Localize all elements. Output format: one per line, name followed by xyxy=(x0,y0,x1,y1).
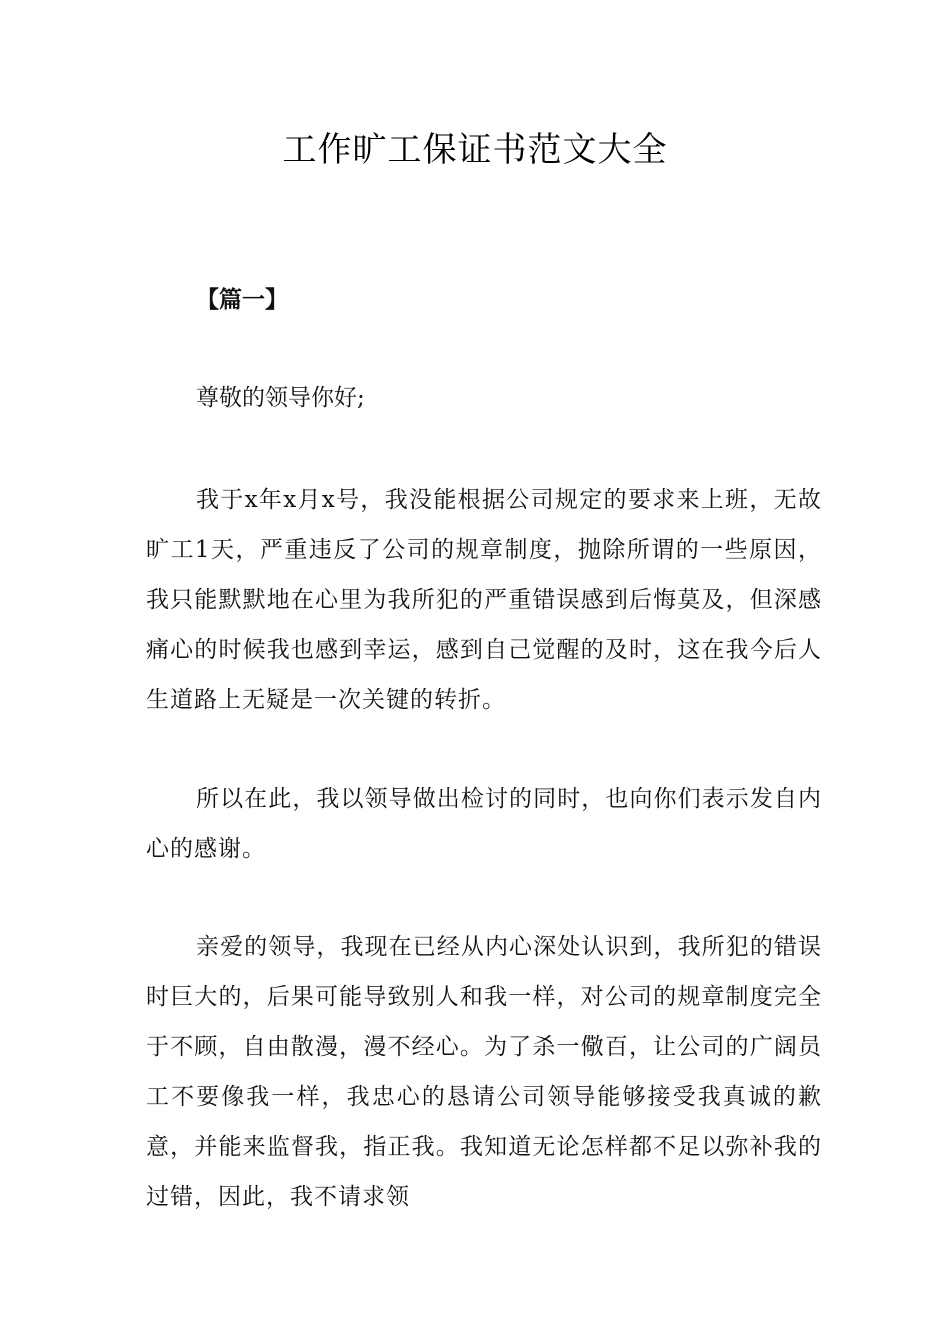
section-heading: 【篇一】 xyxy=(196,286,288,313)
body-paragraph: 我于x年x月x号，我没能根据公司规定的要求来上班，无故旷工1天，严重违反了公司的规章制度，抛除所谓的一些原因，我只能默默地在心里为我所犯的严重错误感到后悔莫及，但深感痛心的时候我也感到幸运，感到自己觉醒的及时，这在我今后人生道路上无疑是一次关键的转折。 xyxy=(146,487,822,713)
body-paragraph: 亲爱的领导，我现在已经从内心深处认识到，我所犯的错误时巨大的，后果可能导致别人和我一样，对公司的规章制度完全于不顾，自由散漫，漫不经心。为了杀一儆百，让公司的广阔员工不要像我一样，我忠心的恳请公司领导能够接受我真诚的歉意，并能来监督我，指正我。我知道无论怎样都不足以弥补我的过错，因此，我不请求领 xyxy=(146,934,822,1210)
document-title: 工作旷工保证书范文大全 xyxy=(282,130,668,170)
salutation: 尊敬的领导你好; xyxy=(196,385,365,411)
body-paragraph: 所以在此，我以领导做出检讨的同时，也向你们表示发自内心的感谢。 xyxy=(146,786,822,862)
